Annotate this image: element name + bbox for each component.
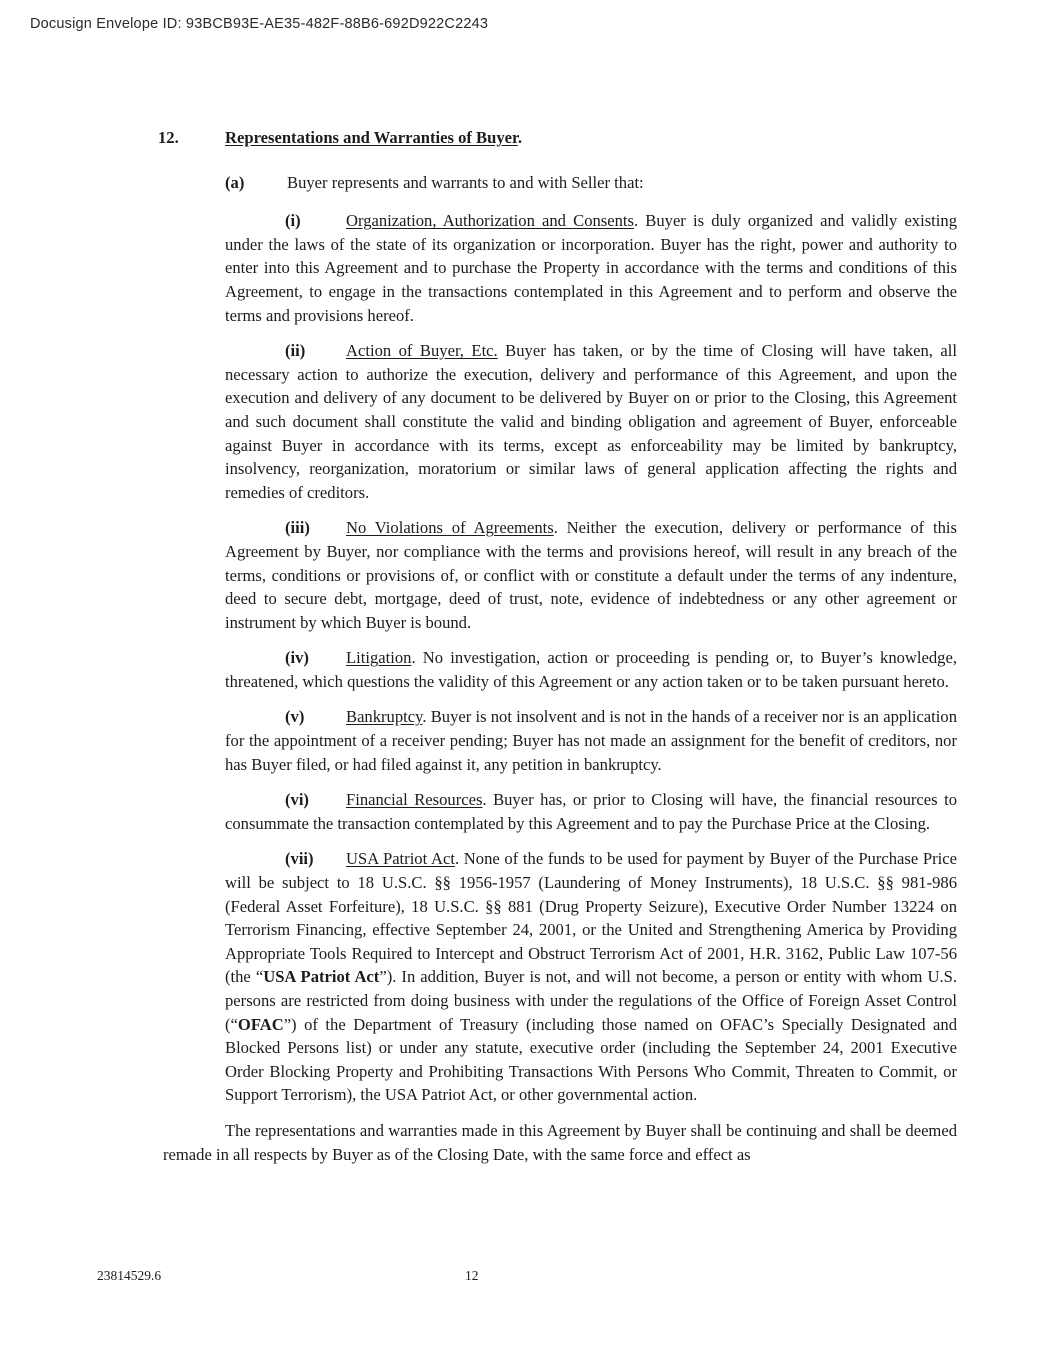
subsection-iii	[225, 516, 957, 634]
subsection-vi-heading: Financial Resources	[346, 790, 483, 810]
paragraph-a-label: (a)	[225, 172, 245, 192]
subsection-iii-number: (iii)	[285, 518, 310, 538]
subsection-ii-body: Buyer has taken, or by the time of Closing will have taken, all necessary action to authorize the execution, delivery and performance of this Agreement, and upon the execution and delivery of any document to be delivered by Buyer on or prior to the Closing, this Agreement and such document shall constitute the valid and binding obligation and agreement of Buyer, enforceable against Buyer in accordance with its terms, except as enforceability may be limited by bankruptcy, insolvency, reorganization, moratorium or similar laws of general application affecting the rights and remedies of creditors.	[225, 341, 957, 502]
subsection-vii-number: (vii)	[285, 849, 314, 869]
footer-page-number: 12	[465, 1268, 479, 1283]
subsection-ii-heading: Action of Buyer, Etc.	[346, 341, 498, 361]
subsection-v-number: (v)	[285, 707, 305, 727]
subsection-vii-heading: USA Patriot Act	[346, 849, 455, 869]
subsection-iv-body: . No investigation, action or proceeding is pending or, to Buyer’s knowledge, threatened, which questions the validity of this Agreement or any action taken or to be taken pursuant hereto.	[225, 648, 957, 691]
subsection-v-body: . Buyer is not insolvent and is not in the hands of a receiver nor is an application for the appointment of a receiver pending; Buyer has not made an assignment for the benefit of creditors, nor has Buyer filed, or had filed against it, any petition in bankruptcy.	[225, 707, 957, 774]
subsection-ii-number: (ii)	[285, 341, 306, 361]
section-heading	[158, 126, 1055, 150]
subsection-vi	[225, 788, 957, 835]
closing-paragraph: The representations and warranties made in this Agreement by Buyer shall be continuing and shall be deemed remade in all respects by Buyer as of the Closing Date, with the same force and effect as	[163, 1120, 957, 1164]
subsection-vi-number: (vi)	[285, 790, 309, 810]
subsection-i	[225, 209, 957, 327]
subsection-iv-number: (iv)	[285, 648, 309, 668]
subsection-i-body: . Buyer is duly organized and validly existing under the laws of the state of its organization or incorporation. Buyer has the right, power and authority to enter into this Agreement and to purchase the Property in accordance with the terms and conditions of this Agreement, to engage in the transactions contemplated in this Agreement and to perform and observe the terms and provisions hereof.	[225, 211, 957, 325]
section-number: 12.	[158, 128, 179, 147]
subsection-vi-body: . Buyer has, or prior to Closing will have, the financial resources to consummate the transaction contemplated by this Agreement and to pay the Purchase Price at the Closing.	[225, 790, 957, 833]
section-title: Representations and Warranties of Buyer	[225, 128, 518, 147]
subsection-vii	[225, 847, 957, 1107]
subsection-v-heading: Bankruptcy	[346, 707, 423, 727]
footer-document-number: 23814529.6	[97, 1268, 162, 1283]
document-body	[0, 126, 1055, 1166]
docusign-envelope-id: Docusign Envelope ID: 93BCB93E-AE35-482F-88B6-692D922C2243	[30, 16, 489, 32]
paragraph-a-text: Buyer represents and warrants to and with Seller that:	[287, 172, 644, 192]
subsection-i-number: (i)	[285, 211, 301, 231]
subsection-iii-body: . Neither the execution, delivery or performance of this Agreement by Buyer, nor compliance with the terms and provisions hereof, will result in any breach of the terms, conditions or provisions of, or conflict with or constitute a default under the terms of any indenture, deed to secure debt, mortgage, deed of trust, note, evidence of indebtedness or any other agreement or instrument by which Buyer is bound.	[225, 518, 957, 632]
subsection-iv-heading: Litigation	[346, 648, 412, 668]
paragraph-a	[225, 171, 1055, 195]
subsection-vii-body: . None of the funds to be used for payment by Buyer of the Purchase Price will be subject to 18 U.S.C. §§ 1956-1957 (Laundering of Money Instruments), 18 U.S.C. §§ 981-986 (Federal Asset Forfeiture), 18 U.S.C. §§ 881 (Drug Property Seizure), Executive Order Number 13224 on Terrorism Financing, effective September 24, 2001, or the United and Strengthening America by Providing Appropriate Tools Required to Intercept and Obstruct Terrorism Act of 2001, H.R. 3162, Public Law 107-56 (the “USA Patriot Act”). In addition, Buyer is not, and will not become, a person or entity with whom U.S. persons are restricted from doing business with under the regulations of the Office of Foreign Asset Control (“OFAC”) of the Department of Treasury (including those named on OFAC’s Specially Designated and Blocked Persons list) or under any statute, executive order (including the September 24, 2001 Executive Order Blocking Property and Prohibiting Transactions With Persons Who Commit, Threaten to Commit, or Support Terrorism), the USA Patriot Act, or other governmental action.	[225, 849, 958, 1105]
subsection-i-heading: Organization, Authorization and Consents	[346, 211, 634, 231]
subsection-ii	[225, 339, 957, 504]
subsection-iii-heading: No Violations of Agreements	[346, 518, 554, 538]
section-title-suffix: .	[517, 128, 523, 147]
subsection-v	[225, 705, 957, 776]
subsection-iv	[225, 646, 957, 693]
